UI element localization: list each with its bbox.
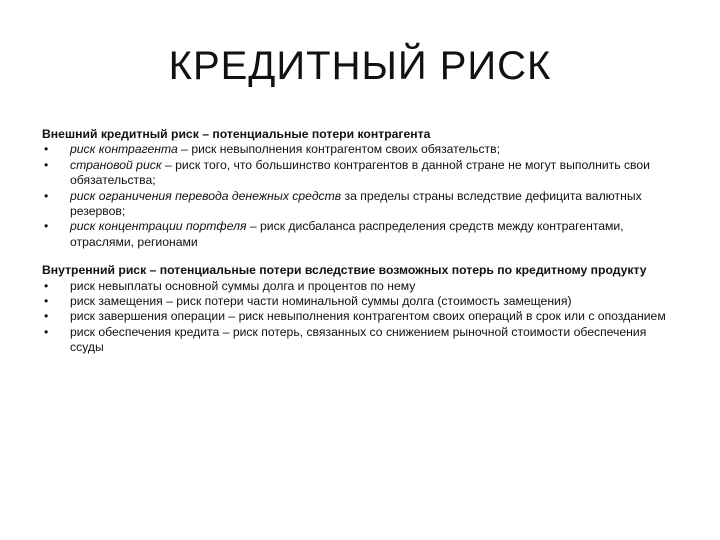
bullet-icon: • bbox=[44, 157, 49, 172]
risk-term: риск ограничения перевода денежных средств bbox=[70, 188, 342, 203]
list-item bbox=[42, 219, 678, 250]
list-item bbox=[42, 142, 678, 157]
bullet-icon: • bbox=[44, 188, 49, 203]
external-risk-heading: Внешний кредитный риск – потенциальные потери контрагента bbox=[42, 127, 431, 141]
bullet-icon: • bbox=[44, 324, 49, 339]
list-item bbox=[42, 279, 678, 294]
slide-title: КРЕДИТНЫЙ РИСК bbox=[168, 44, 552, 88]
bullet-icon: • bbox=[44, 309, 49, 324]
risk-description: – риск невыполнения контрагентом своих обязательств; bbox=[177, 142, 501, 157]
bullet-icon: • bbox=[44, 142, 49, 157]
list-item bbox=[42, 294, 678, 309]
risk-text: риск невыплаты основной суммы долга и процентов по нему bbox=[70, 278, 416, 293]
risk-text: риск завершения операции – риск невыполнения контрагентом своих операций в срок или с опозданием bbox=[70, 309, 666, 324]
internal-risk-list bbox=[42, 279, 678, 356]
risk-description: – риск того, что большинство контрагентов в данной стране не могут выполнить свои обязательства; bbox=[70, 157, 650, 188]
list-item bbox=[42, 158, 678, 189]
risk-term: риск концентрации портфеля bbox=[70, 219, 247, 234]
list-item bbox=[42, 309, 678, 324]
risk-description: – риск дисбаланса распределения средств между контрагентами, отраслями, регионами bbox=[70, 219, 624, 249]
slide-content bbox=[42, 127, 678, 369]
bullet-icon: • bbox=[44, 219, 49, 234]
bullet-icon: • bbox=[44, 294, 49, 309]
bullet-icon: • bbox=[44, 278, 49, 293]
list-item bbox=[42, 189, 678, 220]
risk-term: риск контрагента bbox=[70, 142, 178, 157]
external-risk-list bbox=[42, 142, 678, 250]
risk-term: страновой риск bbox=[70, 157, 162, 172]
internal-risk-heading: Внутренний риск – потенциальные потери вследствие возможных потерь по кредитному продукту bbox=[42, 263, 647, 278]
risk-text: риск замещения – риск потери части номинальной суммы долга (стоимость замещения) bbox=[70, 294, 572, 309]
risk-description: за пределы страны вследствие дефицита валютных резервов; bbox=[70, 188, 642, 219]
risk-text: риск обеспечения кредита – риск потерь, связанных со снижением рыночной стоимости обеспечения ссуды bbox=[70, 324, 647, 355]
external-risk-section bbox=[42, 127, 678, 250]
internal-risk-section bbox=[42, 263, 678, 355]
list-item bbox=[42, 325, 678, 356]
